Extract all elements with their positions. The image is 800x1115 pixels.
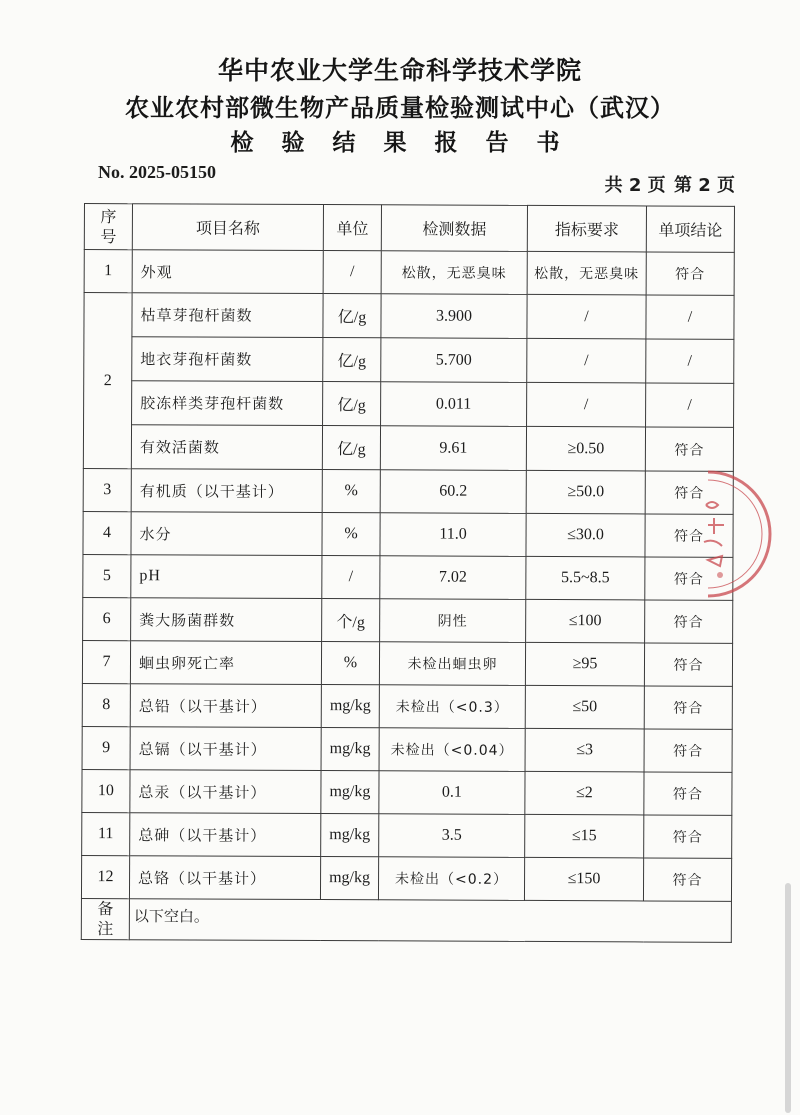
table-row: [83, 468, 733, 514]
row-standard: ≤150: [524, 857, 643, 901]
row-seq: 1: [84, 250, 132, 293]
row-result: 符合: [644, 815, 732, 858]
remarks-text: 以下空白。: [129, 899, 731, 943]
row-seq: 8: [82, 683, 130, 726]
row-seq: 12: [81, 855, 129, 898]
row-standard: ≥95: [525, 642, 644, 686]
row-result: 符合: [644, 643, 732, 686]
row-unit: %: [321, 642, 379, 685]
row-unit: 亿/g: [323, 338, 381, 382]
row-result: /: [646, 339, 734, 383]
row-value: 9.61: [380, 426, 526, 471]
row-name: 总铬（以干基计）: [129, 856, 320, 900]
table-row: [82, 812, 732, 858]
row-unit: mg/kg: [321, 685, 379, 728]
row-value: 60.2: [380, 470, 526, 514]
row-result: /: [646, 383, 734, 427]
page-current: 第 2 页: [673, 175, 735, 196]
row-value: 阴性: [380, 599, 526, 643]
row-value: 11.0: [380, 513, 526, 557]
row-standard: 松散，无恶臭味: [527, 251, 646, 295]
table-row: [83, 554, 733, 600]
row-name: 总汞（以干基计）: [130, 770, 321, 814]
header-unit: 单位: [323, 205, 381, 251]
row-standard: ≤2: [525, 771, 644, 815]
row-name: 胶冻样类芽孢杆菌数: [132, 381, 323, 426]
row-name: pH: [131, 555, 322, 599]
row-result: 符合: [645, 427, 733, 471]
row-unit: 个/g: [322, 599, 380, 642]
table-row: [83, 597, 733, 643]
row-name: 总砷（以干基计）: [130, 813, 321, 857]
row-unit: %: [322, 513, 380, 556]
row-unit: /: [323, 251, 381, 294]
row-result: 符合: [645, 557, 733, 600]
row-result: 符合: [644, 729, 732, 772]
row-name: 有效活菌数: [131, 425, 322, 470]
row-unit: 亿/g: [323, 294, 381, 338]
remarks-row: [81, 898, 731, 942]
row-value: 0.011: [381, 382, 527, 427]
row-standard: /: [527, 338, 646, 383]
header-result: 单项结论: [646, 206, 734, 252]
row-name: 水分: [131, 512, 322, 556]
row-seq: 11: [82, 812, 130, 855]
row-standard: 5.5~8.5: [526, 556, 645, 600]
center-title: 农业农村部微生物产品质量检验测试中心（武汉）: [125, 94, 675, 122]
row-unit: %: [322, 470, 380, 513]
header-value: 检测数据: [381, 205, 527, 252]
row-unit: /: [322, 556, 380, 599]
row-unit: mg/kg: [321, 814, 379, 857]
row-name: 有机质（以干基计）: [131, 469, 322, 513]
row-result: 符合: [645, 471, 733, 514]
row-result: 符合: [646, 252, 734, 295]
table-row: [82, 683, 732, 729]
row-value: 未检出（<0.2）: [378, 857, 524, 901]
row-seq: 6: [83, 597, 131, 640]
row-result: 符合: [645, 600, 733, 643]
row-seq: 4: [83, 511, 131, 554]
row-standard: ≥50.0: [526, 470, 645, 514]
row-name: 总镉（以干基计）: [130, 727, 321, 771]
row-result: 符合: [645, 514, 733, 557]
row-result: 符合: [644, 686, 732, 729]
row-name: 枯草芽孢杆菌数: [132, 293, 323, 338]
row-standard: ≤3: [525, 728, 644, 772]
row-unit: mg/kg: [321, 771, 379, 814]
row-standard: /: [527, 294, 646, 339]
table-row: [83, 425, 733, 472]
row-value: 3.5: [379, 814, 525, 858]
header-standard: 指标要求: [527, 205, 646, 252]
row-result: /: [646, 295, 734, 339]
table-row: [84, 293, 734, 340]
row-standard: ≤30.0: [526, 513, 645, 557]
institution-title: 华中农业大学生命科学技术学院: [217, 56, 582, 85]
table-row: [82, 769, 732, 815]
row-unit: mg/kg: [320, 857, 378, 900]
row-unit: 亿/g: [323, 382, 381, 426]
row-name: 粪大肠菌群数: [131, 598, 322, 642]
table-row: [82, 640, 732, 686]
header-seq: 序号: [84, 204, 132, 250]
row-result: 符合: [643, 858, 731, 901]
remarks-label: 备注: [81, 898, 129, 939]
scrollbar[interactable]: [785, 883, 791, 1113]
row-seq: 2: [83, 293, 132, 469]
report-title: 检 验 结 果 报 告 书: [230, 130, 570, 156]
row-seq: 10: [82, 769, 130, 812]
row-seq: 7: [82, 640, 130, 683]
row-seq: 9: [82, 726, 130, 769]
row-value: 0.1: [379, 771, 525, 815]
table-header-row: [84, 204, 734, 253]
row-standard: ≥0.50: [526, 426, 645, 471]
results-table: [81, 203, 735, 943]
table-row: [82, 726, 732, 772]
table-row: [81, 855, 731, 901]
row-value: 7.02: [380, 556, 526, 600]
row-standard: /: [527, 382, 646, 427]
page-info: [604, 171, 736, 197]
table-row: [84, 337, 734, 384]
document-number: No. 2025-05150: [98, 162, 216, 182]
row-unit: mg/kg: [321, 728, 379, 771]
row-value: 松散，无恶臭味: [381, 251, 527, 295]
row-value: 未检出（<0.3）: [379, 685, 525, 729]
header-name: 项目名称: [132, 204, 323, 251]
row-standard: ≤15: [525, 814, 644, 858]
page-total: 共 2 页: [604, 175, 666, 196]
row-value: 3.900: [381, 294, 527, 339]
row-name: 外观: [132, 250, 323, 294]
row-standard: ≤50: [525, 685, 644, 729]
row-seq: 5: [83, 554, 131, 597]
row-seq: 3: [83, 468, 131, 511]
row-name: 蛔虫卵死亡率: [130, 641, 321, 685]
row-name: 总铅（以干基计）: [130, 684, 321, 728]
row-value: 5.700: [381, 338, 527, 383]
row-unit: 亿/g: [322, 426, 380, 470]
row-value: 未检出（<0.04）: [379, 728, 525, 772]
row-value: 未检出蛔虫卵: [379, 642, 525, 686]
table-row: [84, 250, 734, 296]
row-result: 符合: [644, 772, 732, 815]
table-row: [83, 511, 733, 557]
row-standard: ≤100: [526, 599, 645, 643]
row-name: 地衣芽孢杆菌数: [132, 337, 323, 382]
table-row: [84, 381, 734, 428]
